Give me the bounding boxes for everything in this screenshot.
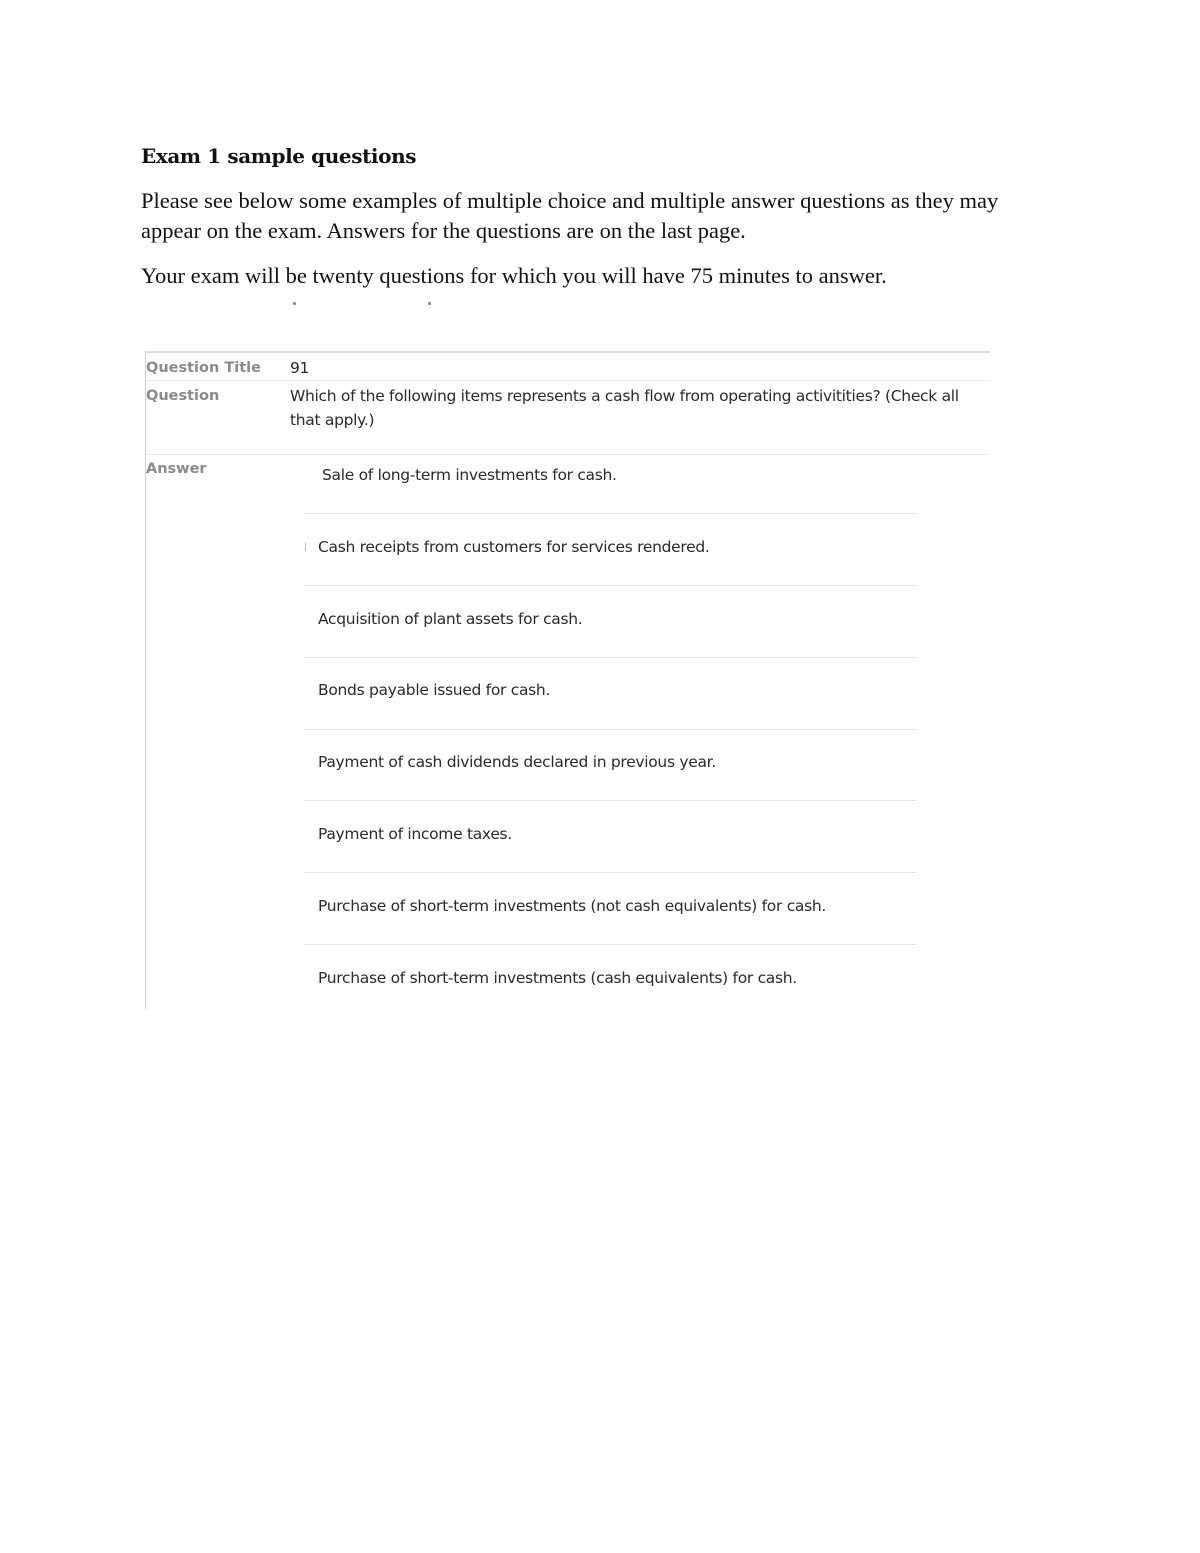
answer-option[interactable]: Payment of cash dividends declared in previous year. — [318, 753, 716, 771]
option-divider — [305, 872, 917, 873]
option-divider — [305, 657, 917, 658]
intro-paragraph: Please see below some examples of multiple choice and multiple answer questions as they may appear on the exam. Answers for the questions are on the last page. — [141, 188, 999, 243]
question-text: Which of the following items represents a cash flow from operating activitities? (Check all that apply.) — [290, 387, 959, 429]
option-divider — [305, 585, 917, 586]
answer-option[interactable]: Payment of income taxes. — [318, 825, 512, 843]
answer-option[interactable]: Acquisition of plant assets for cash. — [318, 610, 583, 628]
question-panel — [145, 351, 990, 1009]
stray-mark — [428, 302, 431, 305]
instructions-paragraph: Your exam will be twenty questions for which you will have 75 minutes to answer. — [141, 263, 887, 288]
answer-label: Answer — [146, 461, 207, 477]
text-cursor-mark — [305, 543, 306, 551]
answer-option[interactable]: Cash receipts from customers for services rendered. — [318, 538, 710, 556]
answer-options-list — [145, 351, 990, 1009]
option-divider — [305, 513, 917, 514]
answer-option[interactable]: Purchase of short-term investments (cash equivalents) for cash. — [318, 969, 797, 987]
question-title-value: 91 — [290, 359, 310, 377]
option-divider — [305, 944, 917, 945]
answer-option[interactable]: Bonds payable issued for cash. — [318, 681, 551, 699]
question-title-label: Question Title — [146, 360, 261, 376]
document-title: Exam 1 sample questions — [141, 144, 417, 168]
stray-mark — [293, 302, 296, 305]
answer-option[interactable]: Sale of long-term investments for cash. — [322, 466, 617, 484]
option-divider — [305, 729, 917, 730]
question-label: Question — [146, 388, 220, 404]
option-divider — [305, 800, 917, 801]
answer-option[interactable]: Purchase of short-term investments (not cash equivalents) for cash. — [318, 897, 827, 915]
